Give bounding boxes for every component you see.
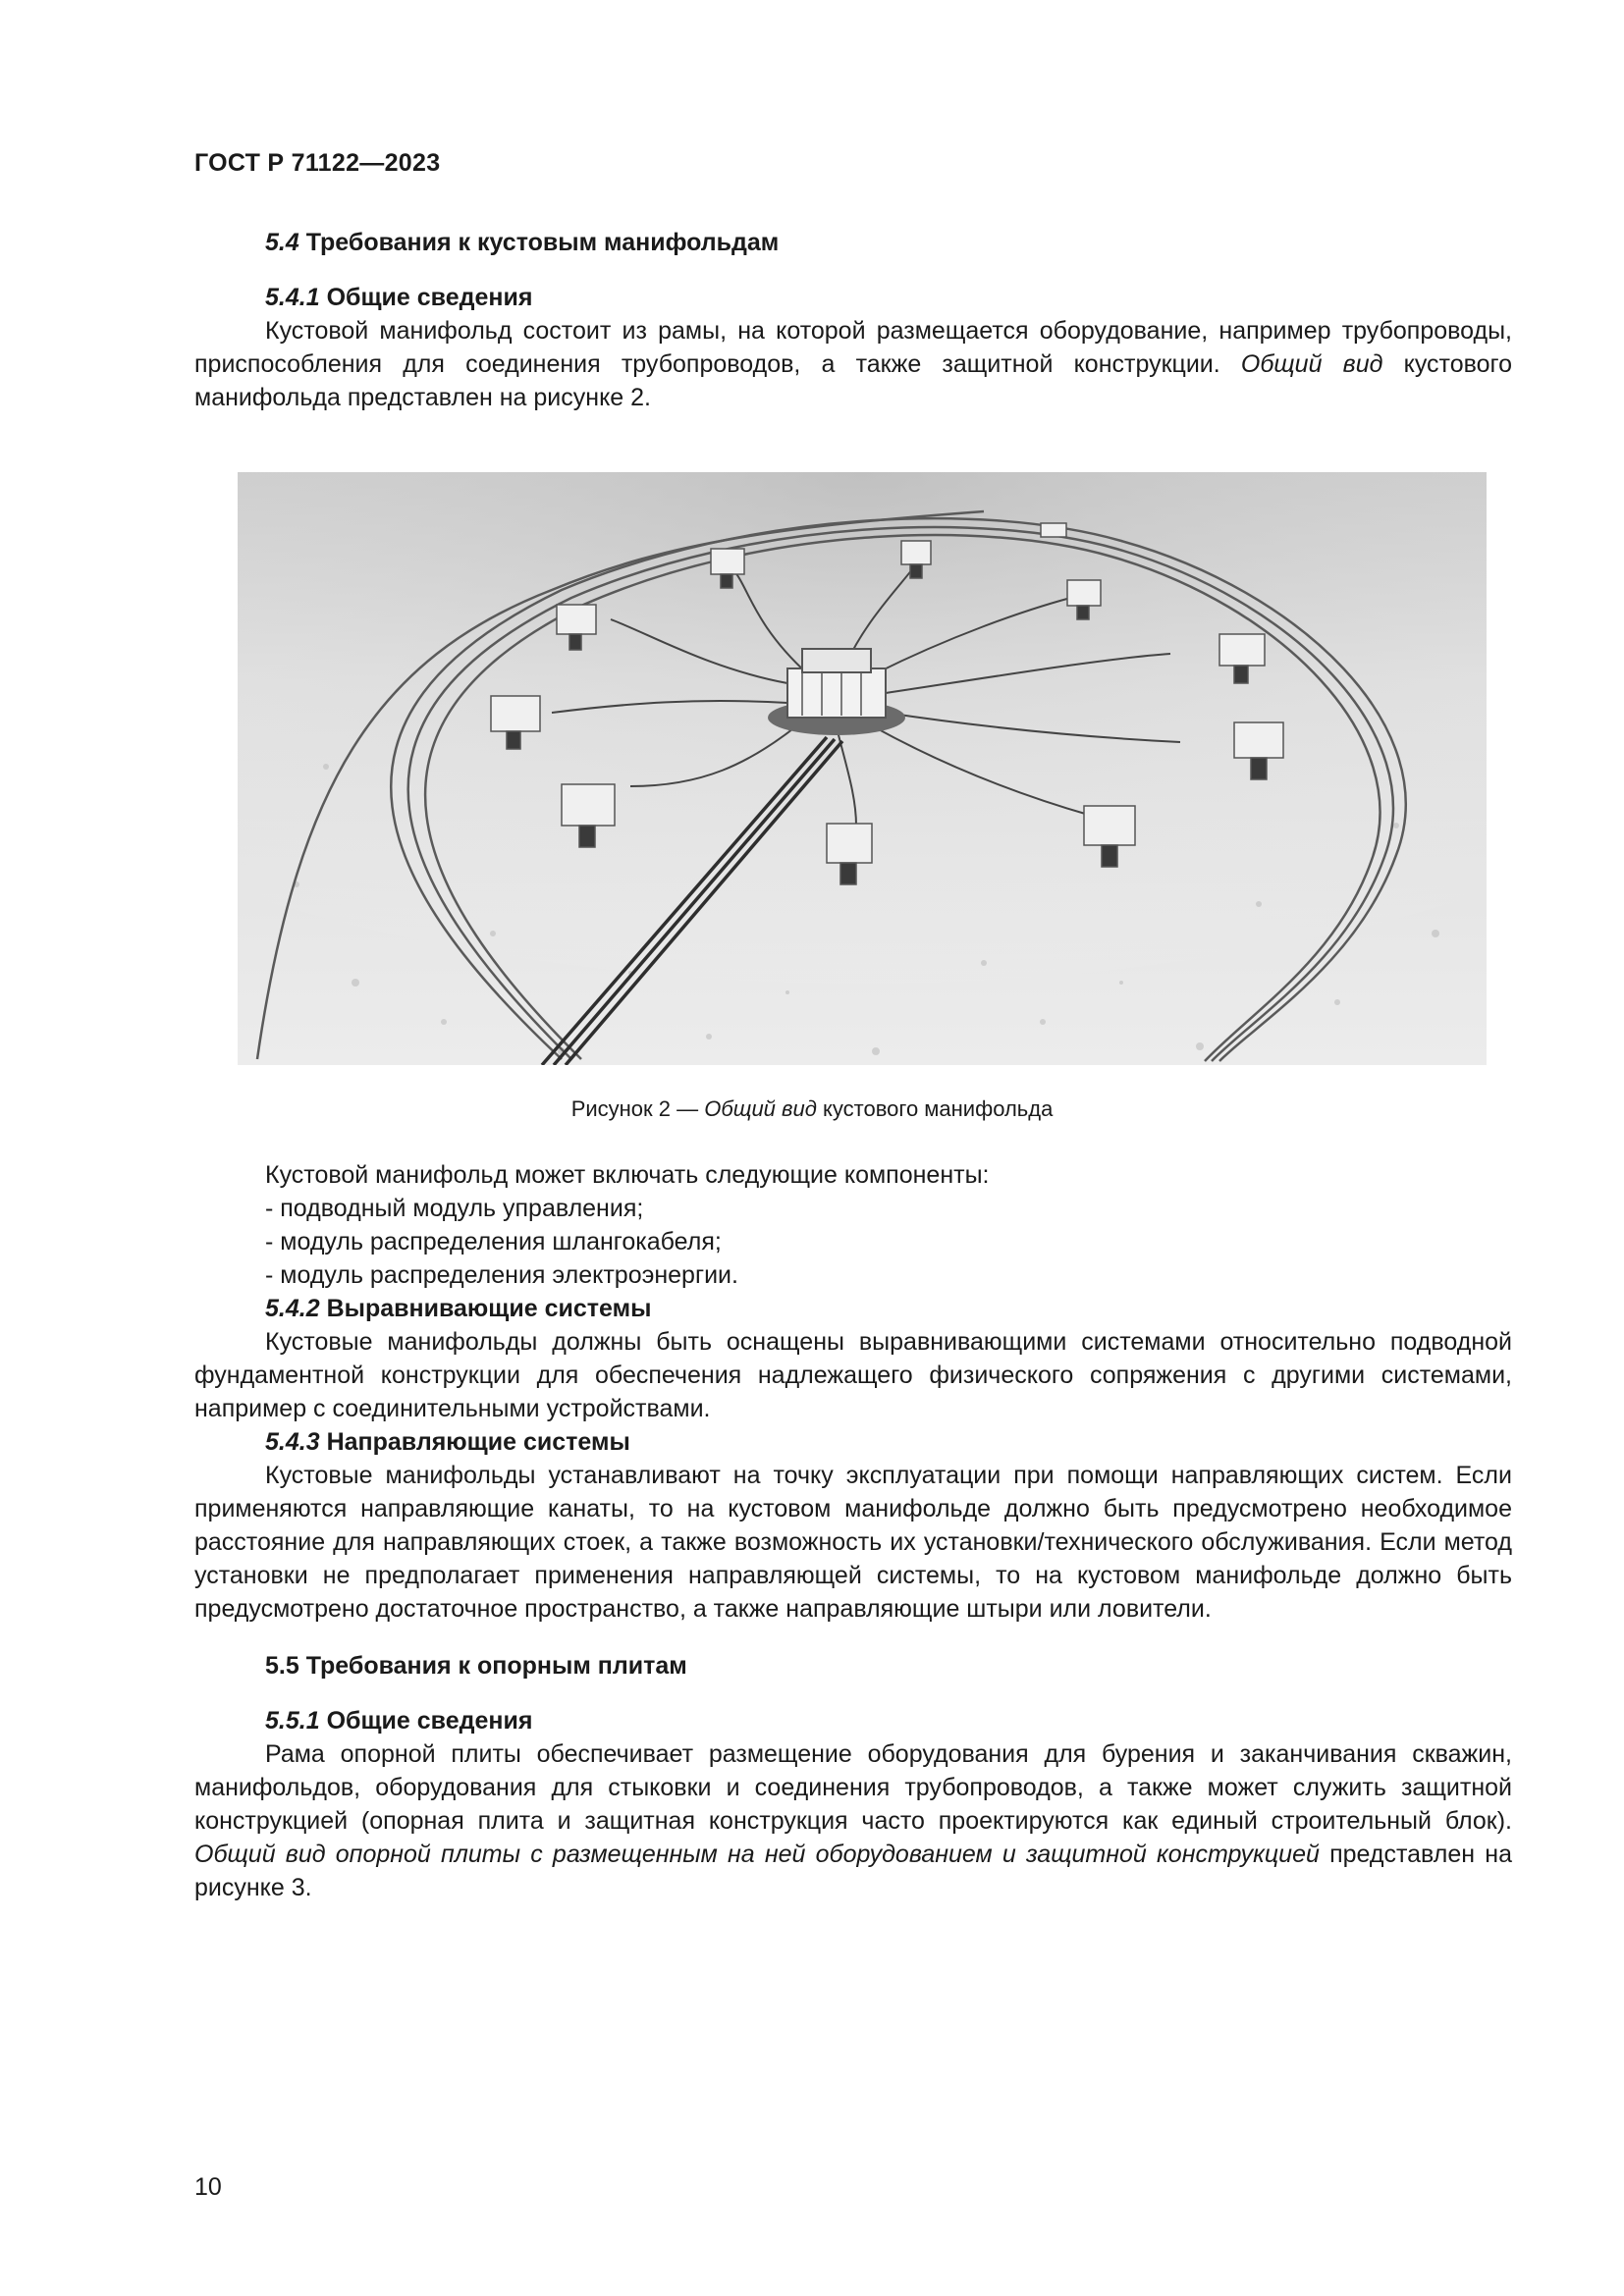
section-number: 5.4.3	[265, 1428, 320, 1456]
section-number: 5.4.1	[265, 284, 320, 311]
paragraph-5-4-1: Кустовой манифольд состоит из рамы, на которой размещается оборудование, например трубопроводы, приспособления для соединения трубопроводов, а также защитной конструкции. Общий вид кустового манифольда представлен на рисунке 2.	[194, 317, 1512, 411]
paragraph-5-4-2: Кустовые манифольды должны быть оснащены выравнивающими системами относительно подводной фундаментной конструкции для обеспечения надлежащего физического сопряжения с другими системами, например с соединительными устройствами.	[194, 1328, 1512, 1422]
section-title: Выравнивающие системы	[326, 1295, 652, 1322]
section-title: Общие сведения	[326, 284, 533, 311]
list-item: - модуль распределения электроэнергии.	[265, 1261, 738, 1289]
section-5-5-heading	[194, 1649, 1512, 1682]
section-number: 5.4.2	[265, 1295, 320, 1322]
page-number: 10	[194, 2173, 222, 2201]
section-5-4-1-heading	[194, 281, 1512, 314]
paragraph-5-5-1: Рама опорной плиты обеспечивает размещение оборудования для бурения и заканчивания скважин, манифольдов, оборудования для стыковки и соединения трубопроводов, а также может служить защитной конструкцией (опорная плита и защитная конструкция часто проектируются как единый строительный блок). Общий вид опорной плиты с размещенным на ней оборудованием и защитной конструкцией представлен на рисунке 3.	[194, 1740, 1512, 1901]
paragraph-5-4-3: Кустовые манифольды устанавливают на точку эксплуатации при помощи направляющих систем. Если применяются направляющие канаты, то на кустовом манифольде должно быть предусмотрено необходимое расстояние для направляющих стоек, а также возможность их установки/технического обслуживания. Если метод установки не предполагает применения направляющей системы, то на кустовом манифольде должно быть предусмотрено достаточное пространство, а также направляющие штыри или ловители.	[194, 1462, 1512, 1623]
figure-2-caption: Рисунок 2 — Общий вид кустового манифольда	[570, 1096, 1054, 1121]
list-item: - модуль распределения шлангокабеля;	[265, 1228, 722, 1255]
document-header: ГОСТ Р 71122—2023	[194, 149, 441, 177]
section-5-4-3-heading	[194, 1425, 1512, 1459]
body-block	[194, 1158, 1512, 1904]
section-5-4-heading	[194, 226, 1512, 259]
components-intro: Кустовой манифольд может включать следующие компоненты:	[265, 1161, 990, 1189]
section-title: Направляющие системы	[326, 1428, 630, 1456]
figure-2-image	[238, 472, 1487, 1065]
section-number: 5.5.1	[265, 1707, 320, 1735]
section-5-4-block	[194, 226, 1512, 414]
section-title: Общие сведения	[326, 1707, 533, 1735]
section-5-4-2-heading	[194, 1292, 1512, 1325]
section-number: 5.4	[265, 229, 299, 256]
section-number: 5.5	[265, 1652, 299, 1680]
section-title: Требования к кустовым манифольдам	[305, 229, 780, 256]
section-title: Требования к опорным плитам	[305, 1652, 687, 1680]
section-5-5-1-heading	[194, 1704, 1512, 1737]
list-item: - подводный модуль управления;	[265, 1195, 644, 1222]
